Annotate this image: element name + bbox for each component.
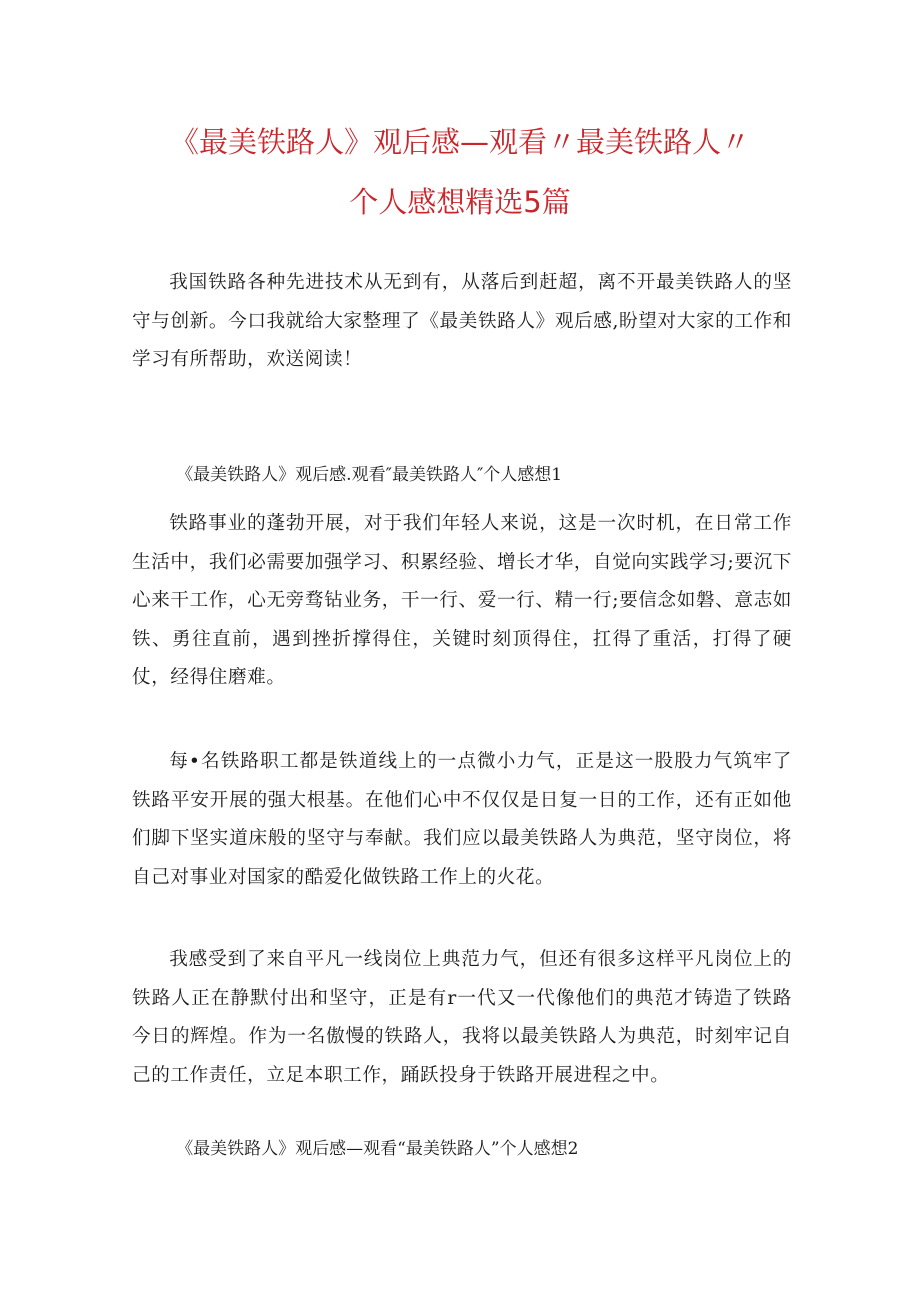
section-1-paragraph-3: 我感受到了来自平凡一线岗位上典范力气，但还有很多这样平凡岗位上的铁路人正在静默付出和坚守，正是有r一代又一代像他们的典范才铸造了铁路今日的辉煌。作为一名傲慢的铁路人，我将以最美铁路人为典范，时刻牢记自己的工作责任，立足本职工作，踊跃投身于铁路开展进程之中。 — [132, 949, 792, 1086]
section-1-heading: 《最美铁路人》观后感.观看″最美铁路人″个人感想1 — [176, 465, 563, 485]
section-2-heading: 《最美铁路人》观后感—观看“最美铁路人”个人感想2 — [176, 1139, 579, 1159]
document-title-line-2: 个人感想精选5篇 — [349, 185, 571, 219]
section-1-paragraph-1: 铁路事业的蓬勃开展，对于我们年轻人来说，这是一次时机，在日常工作生活中，我们必需要加强学习、积累经验、增长才华，自觉向实践学习;要沉下心来干工作，心无旁骛钻业务，干一行、爱一行、精一行;要信念如磐、意志如铁、勇往直前，遇到挫折撑得住，关键时刻顶得住，扛得了重活，打得了硬仗，经得住磨难。 — [132, 513, 792, 688]
document-title-line-1: 《最美铁路人》观后感—观看〃最美铁路人〃 — [169, 125, 750, 159]
section-1-paragraph-2: 每•名铁路职工都是铁道线上的一点微小力气，正是这一股股力气筑牢了铁路平安开展的强大根基。在他们心中不仅仅是日复一日的工作，还有正如他们脚下坚实道床般的坚守与奉献。我们应以最美铁路人为典范，坚守岗位，将自己对事业对国家的酷爱化做铁路工作上的火花。 — [132, 751, 792, 888]
intro-paragraph: 我国铁路各种先进技术从无到有，从落后到赶超，离不开最美铁路人的坚守与创新。今口我就给大家整理了《最美铁路人》观后感,盼望对大家的工作和学习有所帮助，欢送阅读！ — [132, 272, 792, 370]
